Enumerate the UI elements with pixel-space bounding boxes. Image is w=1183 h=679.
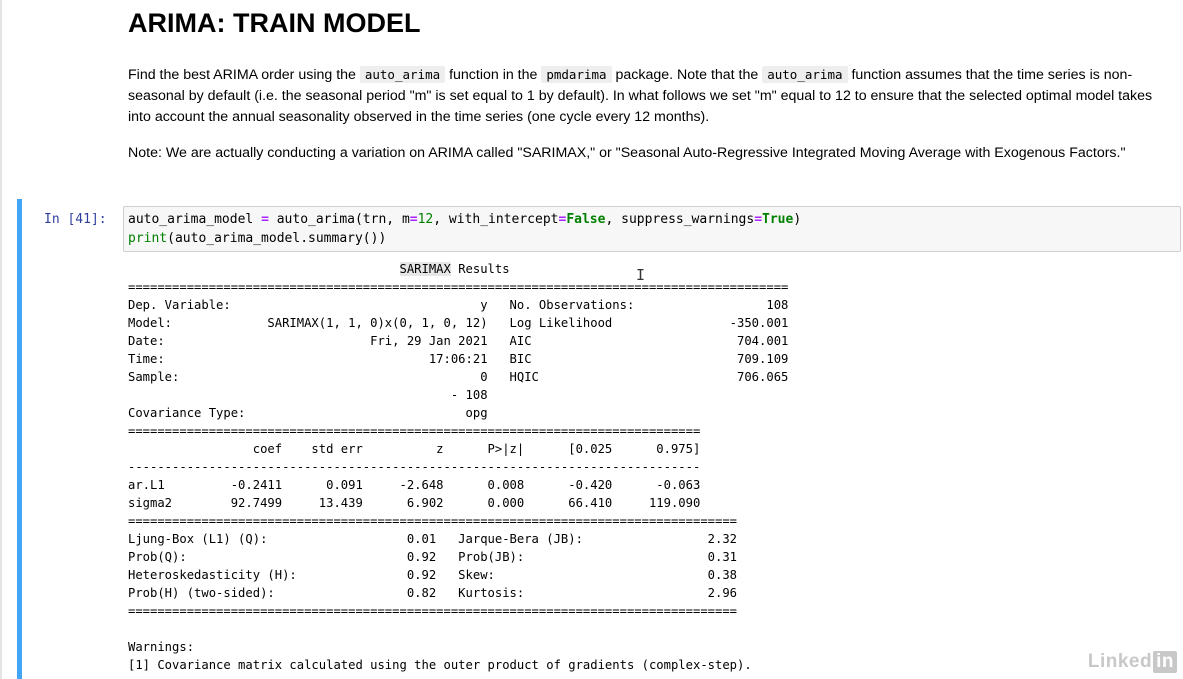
output-line: Heteroskedasticity (H): 0.92 Skew: 0.38 — [128, 568, 738, 582]
output-line: Warnings: — [128, 640, 195, 654]
output-line: Prob(Q): 0.92 Prob(JB): 0.31 — [128, 550, 738, 564]
inline-code: pmdarima — [541, 66, 611, 83]
output-line: coef std err z P>|z| [0.025 0.975] — [128, 442, 701, 456]
output-line: ar.L1 -0.2411 0.091 -2.648 0.008 -0.420 -0.063 — [128, 478, 701, 492]
para-text: Find the best ARIMA order using the — [128, 67, 360, 83]
output-line: - 108 — [128, 388, 488, 402]
output-line: [1] Covariance matrix calculated using the outer product of gradients (complex-step). — [128, 658, 752, 672]
output-line: Prob(H) (two-sided): 0.82 Kurtosis: 2.96 — [128, 586, 738, 600]
output-line: ============================================================================== — [128, 424, 701, 438]
inline-code: auto_arima — [762, 66, 847, 83]
text-cursor-icon: I — [636, 266, 646, 284]
inline-code: auto_arima — [360, 66, 445, 83]
output-line: Model: SARIMAX(1, 1, 0)x(0, 1, 0, 12) Log Likelihood -350.001 — [128, 316, 789, 330]
output-line: Ljung-Box (L1) (Q): 0.01 Jarque-Bera (JB): 2.32 — [128, 532, 738, 546]
output-line: Dep. Variable: y No. Observations: 108 — [128, 298, 789, 312]
output-line: =================================================================================== — [128, 514, 738, 528]
output-line: sigma2 92.7499 13.439 6.902 0.000 66.410 119.090 — [128, 496, 701, 510]
output-line: Covariance Type: opg — [128, 406, 488, 420]
para-text: function in the — [445, 67, 542, 83]
output-line: ========================================================================================== — [128, 280, 789, 294]
markdown-paragraph-note: Note: We are actually conducting a variation on ARIMA called "SARIMAX," or "Seasonal Auto-Regressive Integrated Moving Average with Exogenous Factors." — [128, 145, 1126, 161]
cell-output — [128, 260, 788, 674]
cell-prompt: In [41]: — [44, 212, 107, 227]
output-title: SARIMAX Results — [399, 262, 510, 276]
para-text: function assumes that the time series is non-seasonal by default (i.e. the seasonal period "m" is set equal to 1 by default). In what follows we set "m" equal to 12 to ensure that the selected optimal model takes into account the annual seasonality observed in the time series (one cycle every 12 months). — [128, 67, 1153, 125]
output-line: ------------------------------------------------------------------------------ — [128, 460, 701, 474]
page-title: ARIMA: TRAIN MODEL — [128, 8, 421, 38]
markdown-paragraph-intro — [128, 64, 1178, 128]
output-line: =================================================================================== — [128, 604, 738, 618]
linkedin-watermark: Linked in — [1088, 651, 1177, 673]
output-line: Date: Fri, 29 Jan 2021 AIC 704.001 — [128, 334, 789, 348]
selected-cell-indicator[interactable] — [17, 199, 22, 679]
output-line — [128, 620, 788, 638]
para-text: package. Note that the — [611, 67, 763, 83]
output-line: Time: 17:06:21 BIC 709.109 — [128, 352, 789, 366]
notebook-left-border — [0, 0, 2, 679]
code-editor[interactable]: auto_arima_model = auto_arima(trn, m=12, with_intercept=False, suppress_warnings=True) print(auto_arima_model.summary()) — [128, 212, 802, 246]
output-line: Sample: 0 HQIC 706.065 — [128, 370, 789, 384]
